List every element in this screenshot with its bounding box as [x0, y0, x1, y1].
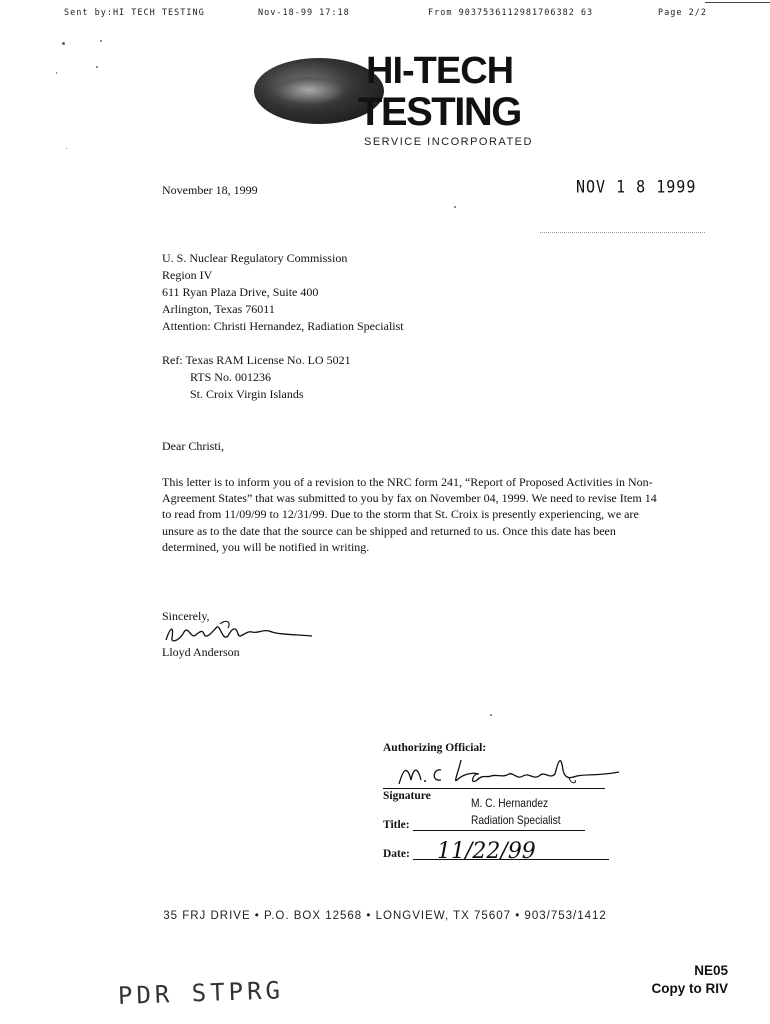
address-line: Attention: Christi Hernandez, Radiation Specialist	[162, 319, 404, 333]
signature-label: Signature	[383, 790, 431, 802]
reference-line: St. Croix Virgin Islands	[190, 387, 304, 401]
faint-stamp-line	[540, 232, 705, 233]
official-name: M. C. Hernandez	[471, 796, 549, 810]
title-line	[413, 830, 585, 831]
logo-line-1: HI-TECH	[366, 50, 514, 92]
salutation: Dear Christi,	[162, 439, 224, 453]
routing-copy: Copy to RIV	[651, 981, 728, 996]
routing-stamp	[652, 962, 729, 998]
title-label: Title:	[383, 819, 410, 831]
date-label: Date:	[383, 848, 410, 860]
address-line: U. S. Nuclear Regulatory Commission	[162, 251, 348, 265]
routing-code: NE05	[694, 963, 728, 978]
authorization-block	[383, 740, 633, 870]
letter-body: This letter is to inform you of a revision to the NRC form 241, “Report of Proposed Activities in Non- Agreement States” that was submitted to you by fax on November 04, 1999. We need to revise Item 14 to read from 11/09/99 to 12/31/99. Due to the storm that St. Croix is presently experiencing, we are unsure as to the date that the source can be shipped and returned to us. Once this date has been determined, you will be notified in writing.	[162, 475, 657, 554]
reference-line: Ref: Texas RAM License No. LO 5021	[162, 353, 351, 367]
recipient-address	[162, 250, 404, 335]
reference-line: RTS No. 001236	[190, 370, 271, 384]
address-line: Arlington, Texas 76011	[162, 302, 275, 316]
date-line	[413, 859, 609, 860]
closing: Sincerely,	[162, 609, 210, 623]
authorizing-official-label: Authorizing Official:	[383, 742, 487, 754]
fax-header	[0, 8, 770, 24]
fax-sender: Sent by:HI TECH TESTING	[64, 8, 205, 18]
fax-header-rule	[705, 2, 770, 3]
handwritten-date	[433, 834, 543, 868]
company-logo	[248, 50, 558, 154]
logo-subtitle: SERVICE INCORPORATED	[364, 136, 533, 148]
letter-date: November 18, 1999	[162, 183, 258, 197]
signer-name: Lloyd Anderson	[162, 645, 240, 659]
fax-from: From 9037536112981706382 63	[428, 8, 594, 18]
official-title: Radiation Specialist	[471, 813, 561, 827]
address-line: Region IV	[162, 268, 213, 282]
logo-line-2: TESTING	[358, 90, 521, 134]
hernandez-signature	[393, 750, 623, 792]
signature-line	[383, 788, 605, 789]
address-line: 611 Ryan Plaza Drive, Suite 400	[162, 285, 319, 299]
fax-datetime: Nov-18-99 17:18	[258, 8, 350, 18]
fax-page: Page 2/2	[658, 8, 707, 18]
reference-block	[162, 352, 351, 403]
footer-address: 35 FRJ DRIVE • P.O. BOX 12568 • LONGVIEW, TX 75607 • 903/753/1412	[163, 910, 607, 922]
handwritten-note: PDR STPRG	[117, 976, 285, 1010]
date-value: 11/22/99	[437, 839, 536, 864]
received-stamp: NOV 1 8 1999	[576, 176, 697, 198]
